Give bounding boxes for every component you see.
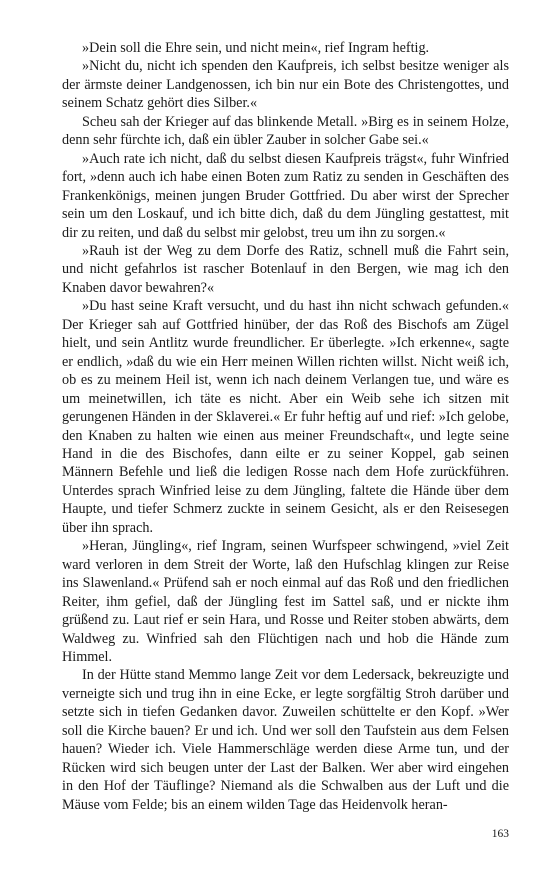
page-number: 163: [491, 828, 509, 840]
paragraph-4: »Auch rate ich nicht, daß du selbst diesen Kaufpreis trägst«, fuhr Winfried fort, »denn auch ich habe einen Boten zum Ratiz zu senden in Geschäften des Frankenkönigs, meinen jungen Bruder Gottfried. Du aber wirst der Sprecher sein um den Loskauf, und ich bitte dich, daß du dem Jüngling gestattest, mit dir zu reiten, und daß du selbst mir gelobst, treu um ihn zu sorgen.«: [62, 150, 509, 241]
paragraph-5: »Rauh ist der Weg zu dem Dorfe des Ratiz, schnell muß die Fahrt sein, und nicht gefahrlos ist rascher Botenlauf in den Bergen, wie mag ich den Knaben davor bewahren?«: [62, 242, 509, 296]
body-text: [62, 39, 509, 814]
paragraph-1: »Dein soll die Ehre sein, und nicht mein«, rief Ingram heftig.: [82, 40, 430, 56]
paragraph-2: »Nicht du, nicht ich spenden den Kaufpreis, ich selbst besitze weniger als der ärmste deiner Landgenossen, ich bin nur ein Bote des Christengottes, und seinem Schatz gehört dies Silber.«: [62, 58, 509, 112]
paragraph-7: »Heran, Jüngling«, rief Ingram, seinen Wurfspeer schwingend, »viel Zeit ward verloren in dem Streit der Worte, laß den Hufschlag klingen zur Reise ins Slawenland.« Prüfend sah er noch einmal auf das Roß und den friedlichen Reiter, ihm gefiel, daß der Jüngling fest im Sattel saß, und er nickte ihm grüßend zu. Laut rief er sein Hara, und Rosse und Reiter stoben abwärts, dem Waldweg zu. Winfried sah den Flüchtigen nach und hob die Hände zum Himmel.: [62, 538, 509, 665]
paragraph-3: Scheu sah der Krieger auf das blinkende Metall. »Birg es in seinem Holze, denn sehr fürchte ich, daß ein übler Zauber in solcher Gabe sei.«: [62, 113, 509, 149]
paragraph-8: In der Hütte stand Memmo lange Zeit vor dem Ledersack, bekreuzigte und verneigte sich und trug ihn in eine Ecke, er legte sorgfältig Stroh darüber und setzte sich in tiefen Gedanken davor. Zuweilen schüttelte er den Kopf. »Wer soll die Kirche bauen? Er und ich. Und wer soll den Taufstein aus dem Felsen hauen? Wieder ich. Viele Hammerschläge werden diese Arme tun, und der Rücken wird sich beugen unter der Last der Balken. Wer aber wird eingehen in den Hof der Täuflinge? Niemand als die Schwalben aus der Luft und die Mäuse vom Felde; bis an einem wilden Tage das Heidenvolk heran-: [62, 667, 509, 813]
paragraph-6: »Du hast seine Kraft versucht, und du hast ihn nicht schwach gefunden.« Der Krieger sah auf Gottfried hinüber, der das Roß des Bischofs am Zügel hielt, und sein Antlitz wurde freundlicher. Er überlegte. »Ich erkenne«, sagte er endlich, »daß du wie ein Herr meinen Willen richten willst. Nicht weiß ich, ob es zu meinem Heil ist, wenn ich nach deinem Verlangen tue, und wäre es um meinetwillen, ich täte es nicht. Aber ein Weib sehe ich sitzen mit gerungenen Händen in der Sklaverei.« Er fuhr heftig auf und rief: »Ich gelobe, den Knaben zu halten wie einen aus meiner Freundschaft«, und legte seine Hand in die des Bischofes, dann eilte er zu seiner Koppel, gab seinen Männern Befehle und ließ die ledigen Rosse nach dem Hofe zurückführen. Unterdes sprach Winfried leise zu dem Jüngling, faltete die Hände über dem Haupte, und tiefer Schmerz zuckte in seinem Gesicht, als er den Reisesegen über ihn sprach.: [62, 298, 509, 536]
